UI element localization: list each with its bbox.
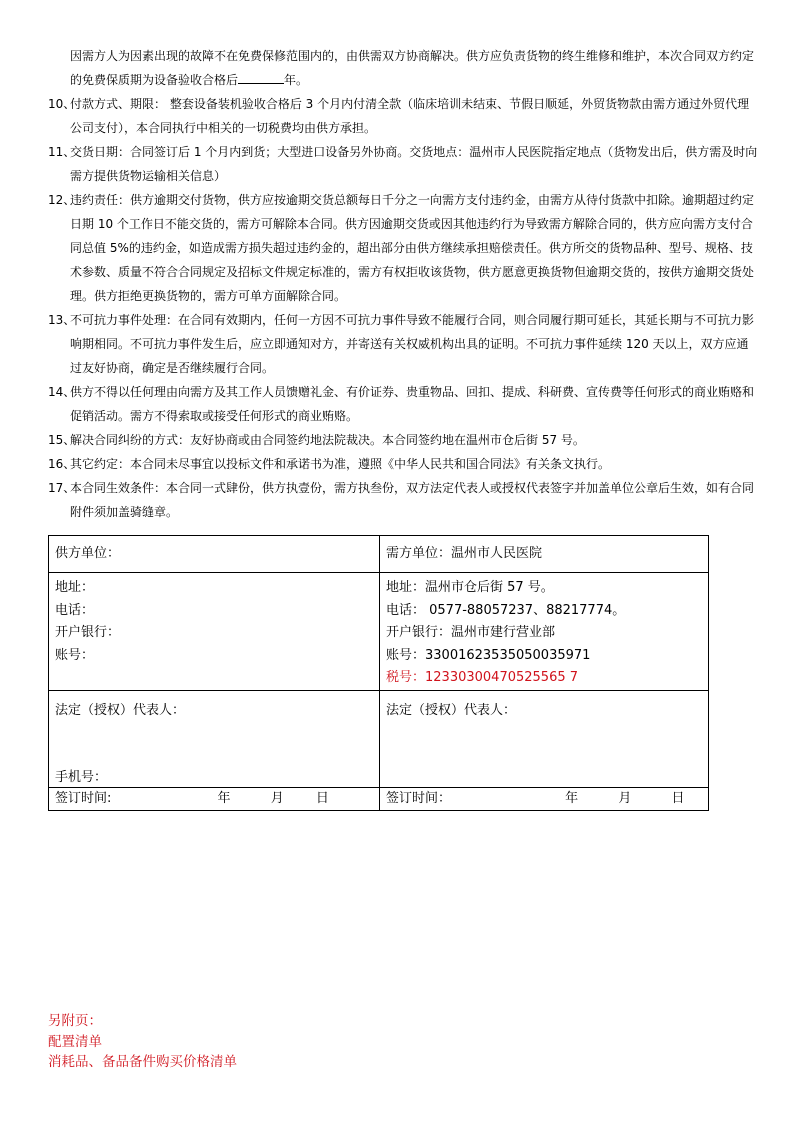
- clause-text: 本合同生效条件：本合同一式肆份，供方执壹份，需方执叁份，双方法定代表人或授权代表签字并加盖单位公章后生效，如有合同附件须加盖骑缝章。: [70, 481, 755, 519]
- supplier-account: 账号：: [55, 647, 95, 663]
- clause-10: [48, 92, 758, 140]
- party-row: [49, 536, 709, 573]
- representative-row: [49, 690, 709, 787]
- buyer-year-label: 年: [565, 790, 579, 806]
- sign-date-row: [49, 787, 709, 810]
- clause-text: 解决合同纠纷的方式：友好协商或由合同签约地法院裁决。本合同签约地在温州市仓后街 57 号。: [70, 433, 585, 447]
- buyer-rep-cell[interactable]: [380, 690, 709, 787]
- supplier-label: 供方单位：: [55, 546, 121, 561]
- buyer-info-cell: [380, 573, 709, 691]
- clause-text: 付款方式、期限： 整套设备装机验收合格后 3 个月内付清全款（临床培训未结束、节假日顺延，外贸货物款由需方通过外贸代理公司支付），本合同执行中相关的一切税费均由供方承担。: [70, 97, 750, 135]
- clause-number: 10、: [48, 97, 76, 111]
- supplier-address: 地址：: [55, 580, 95, 595]
- clause-16: [48, 452, 758, 476]
- contract-clauses: [48, 44, 758, 524]
- attachment-item: 消耗品、备品备件购买价格清单: [48, 1054, 237, 1070]
- clause-15: [48, 428, 758, 452]
- clause-number: 16、: [48, 457, 76, 471]
- attachment-item: 配置清单: [48, 1033, 102, 1050]
- buyer-rep-label: 法定（授权）代表人：: [386, 702, 517, 718]
- warranty-years-blank: [238, 70, 284, 84]
- supplier-phone: 电话：: [55, 602, 95, 618]
- clause-13: [48, 308, 758, 380]
- supplier-rep-label: 法定（授权）代表人：: [55, 702, 186, 718]
- buyer-month-label: 月: [618, 790, 632, 806]
- buyer-phone: 电话： 0577-88057237、88217774。: [386, 602, 626, 618]
- buyer-account: 账号：33001623535050035971: [386, 647, 591, 663]
- buyer-name-cell: [380, 536, 709, 573]
- clause-number: 15、: [48, 433, 76, 447]
- supplier-info-cell[interactable]: [49, 573, 380, 691]
- supplier-date-cell[interactable]: [49, 787, 380, 810]
- clause-9-text: 因需方人为因素出现的故障不在免费保修范围内的，由供需双方协商解决。供方应负责货物的终生维修和维护，本次合同双方约定的免费保质期为设备验收合格后: [70, 49, 755, 87]
- buyer-day-label: 日: [671, 790, 685, 806]
- attachments-note: [48, 1011, 237, 1073]
- contact-row: [49, 573, 709, 691]
- supplier-year-label: 年: [217, 790, 231, 806]
- clause-12: [48, 188, 758, 308]
- clause-17: [48, 476, 758, 524]
- supplier-mobile-label: 手机号：: [55, 769, 108, 785]
- clause-14: [48, 380, 758, 428]
- supplier-day-label: 日: [315, 790, 329, 806]
- clause-text: 不可抗力事件处理：在合同有效期内，任何一方因不可抗力事件导致不能履行合同，则合同履行期可延长，其延长期与不可抗力影响期相同。不可抗力事件发生后，应立即通知对方，并寄送有关权威机构出具的证明。不可抗力事件延续 120 天以上，双方应通过友好协商，确定是否继续履行合同。: [70, 313, 755, 375]
- supplier-name-cell[interactable]: [49, 536, 380, 573]
- clause-text: 供方不得以任何理由向需方及其工作人员馈赠礼金、有价证券、贵重物品、回扣、提成、科研费、宣传费等任何形式的商业贿赂和促销活动。需方不得索取或接受任何形式的商业贿赂。: [70, 385, 755, 423]
- buyer-address: 地址：温州市仓后街 57 号。: [386, 580, 554, 595]
- clause-text: 违约责任：供方逾期交付货物，供方应按逾期交货总额每日千分之一向需方支付违约金，由需方从待付货款中扣除。逾期超过约定日期 10 个工作日不能交货的，需方可解除本合同。供方因逾期交货或因其他违约行为导致需方解除合同的，供方应向需方支付合同总值 5%的违约金，如造成需方损失超过违约金的，超出部分由供方继续承担赔偿责任。供方所交的货物品种、型号、规格、技术参数、质量不符合合同规定及招标文件规定标准的，需方有权拒收该货物，供方愿意更换货物但逾期交货的，按供方逾期交货处理。供方拒绝更换货物的，需方可单方面解除合同。: [70, 193, 755, 303]
- supplier-date-label: 签订时间:: [55, 790, 112, 806]
- clause-11: [48, 140, 758, 188]
- clause-number: 12、: [48, 193, 76, 207]
- attachments-title: 另附页：: [48, 1013, 102, 1029]
- clause-text: 交货日期：合同签订后 1 个月内到货；大型进口设备另外协商。交货地点：温州市人民医院指定地点（货物发出后，供方需及时向需方提供货物运输相关信息）: [70, 145, 758, 183]
- clause-number: 11、: [48, 145, 76, 159]
- clause-number: 17、: [48, 481, 76, 495]
- clause-text: 其它约定：本合同未尽事宜以投标文件和承诺书为准，遵照《中华人民共和国合同法》有关条文执行。: [70, 457, 611, 471]
- supplier-bank: 开户银行：: [55, 625, 121, 640]
- buyer-label: 需方单位：温州市人民医院: [386, 546, 543, 561]
- buyer-date-label: 签订时间：: [386, 790, 452, 806]
- clause-number: 14、: [48, 385, 76, 399]
- buyer-bank: 开户银行：温州市建行营业部: [386, 625, 556, 640]
- buyer-tax-number: 税号：12330300470525565 7: [386, 670, 579, 685]
- supplier-rep-cell[interactable]: [49, 690, 380, 787]
- buyer-date-cell[interactable]: [380, 787, 709, 810]
- supplier-month-label: 月: [270, 790, 284, 806]
- clause-number: 13、: [48, 313, 76, 327]
- signature-table: [48, 535, 709, 811]
- clause-9-text-end: 年。: [284, 73, 309, 87]
- clause-9-continued: [48, 44, 758, 92]
